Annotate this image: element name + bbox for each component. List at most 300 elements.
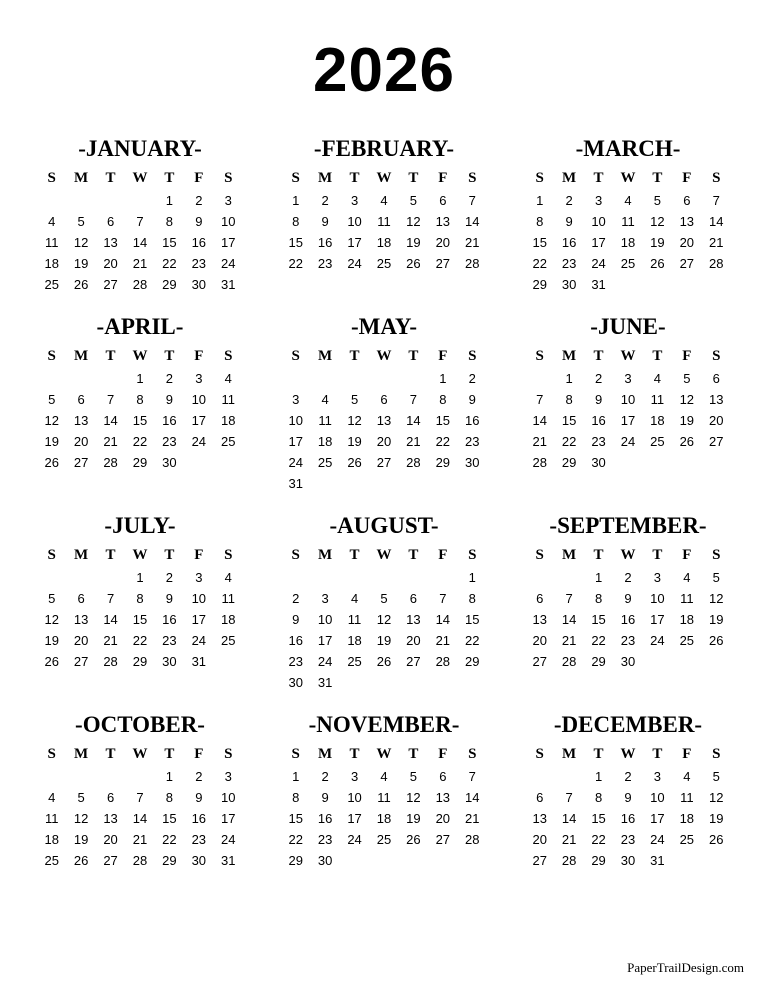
day-cell[interactable]: 30 xyxy=(191,277,207,293)
day-cell[interactable]: 11 xyxy=(650,392,665,408)
day-cell[interactable]: 18 xyxy=(376,811,392,827)
day-cell[interactable]: 27 xyxy=(532,853,547,869)
day-cell[interactable]: 28 xyxy=(465,832,480,848)
day-cell[interactable]: 30 xyxy=(288,675,303,691)
day-cell[interactable]: 15 xyxy=(561,413,577,429)
day-cell[interactable]: 25 xyxy=(44,277,59,293)
day-cell[interactable]: 17 xyxy=(221,811,236,827)
day-cell[interactable]: 31 xyxy=(191,654,207,670)
day-cell[interactable]: 23 xyxy=(191,256,207,272)
day-cell[interactable]: 30 xyxy=(561,277,577,293)
day-cell[interactable]: 16 xyxy=(561,235,577,251)
day-cell[interactable]: 24 xyxy=(591,256,606,272)
day-cell[interactable]: 7 xyxy=(712,193,720,209)
day-cell[interactable]: 6 xyxy=(106,214,115,230)
day-cell[interactable]: 11 xyxy=(621,214,635,230)
day-cell[interactable]: 13 xyxy=(103,811,118,827)
day-cell[interactable]: 24 xyxy=(288,455,303,471)
day-cell[interactable]: 24 xyxy=(347,832,362,848)
day-cell[interactable]: 30 xyxy=(162,455,177,471)
day-cell[interactable]: 13 xyxy=(406,612,421,628)
day-cell[interactable]: 14 xyxy=(465,790,480,806)
day-cell[interactable]: 17 xyxy=(191,612,207,628)
day-cell[interactable]: 2 xyxy=(165,570,174,586)
day-cell[interactable]: 10 xyxy=(317,612,333,628)
day-cell[interactable]: 25 xyxy=(376,832,392,848)
day-cell[interactable]: 3 xyxy=(224,769,232,785)
day-cell[interactable]: 16 xyxy=(317,811,333,827)
day-cell[interactable]: 21 xyxy=(103,633,118,649)
day-cell[interactable]: 15 xyxy=(532,235,547,251)
day-cell[interactable]: 5 xyxy=(77,214,85,230)
day-cell[interactable]: 3 xyxy=(350,769,359,785)
day-cell[interactable]: 6 xyxy=(439,769,447,785)
day-cell[interactable]: 21 xyxy=(406,434,421,450)
day-cell[interactable]: 14 xyxy=(532,413,547,429)
day-cell[interactable]: 8 xyxy=(136,392,144,408)
day-cell[interactable]: 1 xyxy=(536,193,544,209)
day-cell[interactable]: 22 xyxy=(591,633,606,649)
day-cell[interactable]: 23 xyxy=(620,633,636,649)
day-cell[interactable]: 31 xyxy=(221,277,236,293)
day-cell[interactable]: 19 xyxy=(73,832,89,848)
day-cell[interactable]: 31 xyxy=(650,853,665,869)
day-cell[interactable]: 25 xyxy=(679,832,695,848)
day-cell[interactable]: 12 xyxy=(406,790,421,806)
day-cell[interactable]: 27 xyxy=(709,434,724,450)
day-cell[interactable]: 12 xyxy=(709,591,724,607)
day-cell[interactable]: 15 xyxy=(591,612,606,628)
day-cell[interactable]: 14 xyxy=(132,811,148,827)
day-cell[interactable]: 18 xyxy=(221,612,236,628)
day-cell[interactable]: 3 xyxy=(292,392,300,408)
day-cell[interactable]: 10 xyxy=(191,392,207,408)
day-cell[interactable]: 22 xyxy=(435,434,451,450)
day-cell[interactable]: 7 xyxy=(106,392,115,408)
day-cell[interactable]: 5 xyxy=(48,591,56,607)
day-cell[interactable]: 15 xyxy=(132,612,148,628)
day-cell[interactable]: 10 xyxy=(650,790,665,806)
day-cell[interactable]: 5 xyxy=(409,193,418,209)
day-cell[interactable]: 15 xyxy=(465,612,480,628)
day-cell[interactable]: 28 xyxy=(132,277,148,293)
day-cell[interactable]: 20 xyxy=(435,235,451,251)
day-cell[interactable]: 19 xyxy=(44,633,59,649)
day-cell[interactable]: 7 xyxy=(409,392,418,408)
day-cell[interactable]: 22 xyxy=(288,832,303,848)
day-cell[interactable]: 14 xyxy=(435,612,451,628)
day-cell[interactable]: 25 xyxy=(347,654,362,670)
day-cell[interactable]: 21 xyxy=(103,434,118,450)
day-cell[interactable]: 5 xyxy=(380,591,388,607)
day-cell[interactable]: 21 xyxy=(532,434,547,450)
day-cell[interactable]: 10 xyxy=(347,790,362,806)
day-cell[interactable]: 14 xyxy=(103,612,118,628)
day-cell[interactable]: 20 xyxy=(679,235,695,251)
day-cell[interactable]: 21 xyxy=(465,811,480,827)
day-cell[interactable]: 6 xyxy=(683,193,691,209)
day-cell[interactable]: 17 xyxy=(191,413,207,429)
day-cell[interactable]: 26 xyxy=(73,853,89,869)
day-cell[interactable]: 20 xyxy=(406,633,421,649)
day-cell[interactable]: 17 xyxy=(347,235,362,251)
day-cell[interactable]: 30 xyxy=(191,853,207,869)
day-cell[interactable]: 27 xyxy=(73,455,89,471)
day-cell[interactable]: 8 xyxy=(292,214,300,230)
day-cell[interactable]: 31 xyxy=(221,853,236,869)
day-cell[interactable]: 29 xyxy=(591,853,606,869)
day-cell[interactable]: 12 xyxy=(679,392,695,408)
day-cell[interactable]: 17 xyxy=(650,612,665,628)
day-cell[interactable]: 5 xyxy=(409,769,418,785)
day-cell[interactable]: 28 xyxy=(103,654,118,670)
day-cell[interactable]: 22 xyxy=(162,256,177,272)
day-cell[interactable]: 29 xyxy=(435,455,451,471)
day-cell[interactable]: 7 xyxy=(136,214,144,230)
day-cell[interactable]: 17 xyxy=(288,434,303,450)
day-cell[interactable]: 10 xyxy=(221,214,236,230)
day-cell[interactable]: 19 xyxy=(406,811,421,827)
day-cell[interactable]: 26 xyxy=(709,633,724,649)
day-cell[interactable]: 1 xyxy=(439,371,447,387)
day-cell[interactable]: 28 xyxy=(132,853,148,869)
day-cell[interactable]: 24 xyxy=(221,832,236,848)
day-cell[interactable]: 15 xyxy=(132,413,148,429)
day-cell[interactable]: 23 xyxy=(288,654,303,670)
day-cell[interactable]: 13 xyxy=(376,413,392,429)
day-cell[interactable]: 20 xyxy=(73,434,89,450)
day-cell[interactable]: 27 xyxy=(376,455,392,471)
day-cell[interactable]: 16 xyxy=(591,413,606,429)
day-cell[interactable]: 28 xyxy=(532,455,547,471)
day-cell[interactable]: 24 xyxy=(650,633,665,649)
day-cell[interactable]: 29 xyxy=(532,277,547,293)
day-cell[interactable]: 2 xyxy=(195,193,203,209)
day-cell[interactable]: 1 xyxy=(165,769,174,785)
day-cell[interactable]: 16 xyxy=(288,633,303,649)
day-cell[interactable]: 28 xyxy=(465,256,480,272)
day-cell[interactable]: 12 xyxy=(650,214,665,230)
day-cell[interactable]: 13 xyxy=(709,392,724,408)
day-cell[interactable]: 20 xyxy=(103,832,118,848)
day-cell[interactable]: 7 xyxy=(468,769,476,785)
day-cell[interactable]: 2 xyxy=(565,193,573,209)
day-cell[interactable]: 22 xyxy=(288,256,303,272)
day-cell[interactable]: 17 xyxy=(620,413,636,429)
day-cell[interactable]: 18 xyxy=(317,434,333,450)
day-cell[interactable]: 11 xyxy=(318,413,332,429)
day-cell[interactable]: 31 xyxy=(591,277,606,293)
day-cell[interactable]: 3 xyxy=(624,371,632,387)
day-cell[interactable]: 5 xyxy=(712,769,720,785)
day-cell[interactable]: 18 xyxy=(44,832,59,848)
day-cell[interactable]: 12 xyxy=(73,811,89,827)
day-cell[interactable]: 26 xyxy=(709,832,724,848)
day-cell[interactable]: 25 xyxy=(620,256,636,272)
day-cell[interactable]: 24 xyxy=(317,654,333,670)
day-cell[interactable]: 21 xyxy=(561,633,577,649)
day-cell[interactable]: 7 xyxy=(106,591,115,607)
day-cell[interactable]: 2 xyxy=(624,570,632,586)
day-cell[interactable]: 7 xyxy=(536,392,544,408)
day-cell[interactable]: 24 xyxy=(221,256,236,272)
day-cell[interactable]: 22 xyxy=(532,256,547,272)
day-cell[interactable]: 23 xyxy=(465,434,480,450)
day-cell[interactable]: 2 xyxy=(321,193,329,209)
day-cell[interactable]: 13 xyxy=(532,612,547,628)
day-cell[interactable]: 8 xyxy=(468,591,476,607)
day-cell[interactable]: 26 xyxy=(650,256,665,272)
day-cell[interactable]: 2 xyxy=(321,769,329,785)
day-cell[interactable]: 5 xyxy=(350,392,359,408)
day-cell[interactable]: 7 xyxy=(565,790,573,806)
day-cell[interactable]: 2 xyxy=(292,591,300,607)
day-cell[interactable]: 25 xyxy=(317,455,333,471)
day-cell[interactable]: 27 xyxy=(406,654,421,670)
day-cell[interactable]: 17 xyxy=(591,235,606,251)
day-cell[interactable]: 19 xyxy=(709,811,724,827)
day-cell[interactable]: 14 xyxy=(103,413,118,429)
day-cell[interactable]: 22 xyxy=(132,633,148,649)
day-cell[interactable]: 28 xyxy=(406,455,421,471)
day-cell[interactable]: 3 xyxy=(594,193,603,209)
day-cell[interactable]: 9 xyxy=(624,790,632,806)
day-cell[interactable]: 20 xyxy=(532,633,547,649)
day-cell[interactable]: 31 xyxy=(288,476,303,492)
day-cell[interactable]: 23 xyxy=(317,832,333,848)
day-cell[interactable]: 26 xyxy=(679,434,695,450)
day-cell[interactable]: 9 xyxy=(165,392,174,408)
day-cell[interactable]: 4 xyxy=(224,371,232,387)
day-cell[interactable]: 6 xyxy=(380,392,388,408)
day-cell[interactable]: 18 xyxy=(44,256,59,272)
day-cell[interactable]: 6 xyxy=(77,591,85,607)
day-cell[interactable]: 2 xyxy=(165,371,174,387)
day-cell[interactable]: 21 xyxy=(132,832,148,848)
day-cell[interactable]: 23 xyxy=(317,256,333,272)
day-cell[interactable]: 4 xyxy=(48,214,56,230)
day-cell[interactable]: 26 xyxy=(406,832,421,848)
day-cell[interactable]: 18 xyxy=(221,413,236,429)
day-cell[interactable]: 18 xyxy=(679,612,695,628)
day-cell[interactable]: 1 xyxy=(292,193,300,209)
day-cell[interactable]: 26 xyxy=(376,654,392,670)
day-cell[interactable]: 3 xyxy=(195,371,203,387)
day-cell[interactable]: 23 xyxy=(162,633,177,649)
day-cell[interactable]: 3 xyxy=(350,193,359,209)
day-cell[interactable]: 20 xyxy=(103,256,118,272)
day-cell[interactable]: 21 xyxy=(465,235,480,251)
day-cell[interactable]: 15 xyxy=(435,413,451,429)
day-cell[interactable]: 25 xyxy=(221,434,236,450)
day-cell[interactable]: 30 xyxy=(620,654,636,670)
day-cell[interactable]: 11 xyxy=(44,811,59,827)
day-cell[interactable]: 30 xyxy=(162,654,177,670)
day-cell[interactable]: 10 xyxy=(591,214,606,230)
day-cell[interactable]: 3 xyxy=(653,769,662,785)
day-cell[interactable]: 22 xyxy=(162,832,177,848)
day-cell[interactable]: 13 xyxy=(103,235,118,251)
day-cell[interactable]: 19 xyxy=(44,434,59,450)
day-cell[interactable]: 21 xyxy=(709,235,724,251)
day-cell[interactable]: 15 xyxy=(591,811,606,827)
day-cell[interactable]: 13 xyxy=(532,811,547,827)
day-cell[interactable]: 16 xyxy=(620,811,636,827)
day-cell[interactable]: 6 xyxy=(712,371,720,387)
day-cell[interactable]: 10 xyxy=(347,214,362,230)
day-cell[interactable]: 16 xyxy=(162,612,177,628)
day-cell[interactable]: 6 xyxy=(536,790,544,806)
day-cell[interactable]: 29 xyxy=(162,853,177,869)
day-cell[interactable]: 27 xyxy=(532,654,547,670)
day-cell[interactable]: 5 xyxy=(77,790,85,806)
day-cell[interactable]: 17 xyxy=(317,633,333,649)
day-cell[interactable]: 9 xyxy=(292,612,300,628)
day-cell[interactable]: 17 xyxy=(347,811,362,827)
day-cell[interactable]: 10 xyxy=(620,392,636,408)
day-cell[interactable]: 25 xyxy=(679,633,695,649)
day-cell[interactable]: 23 xyxy=(162,434,177,450)
day-cell[interactable]: 13 xyxy=(73,612,89,628)
day-cell[interactable]: 29 xyxy=(465,654,480,670)
day-cell[interactable]: 24 xyxy=(620,434,636,450)
day-cell[interactable]: 13 xyxy=(679,214,695,230)
day-cell[interactable]: 30 xyxy=(465,455,480,471)
day-cell[interactable]: 10 xyxy=(191,591,207,607)
day-cell[interactable]: 7 xyxy=(136,790,144,806)
day-cell[interactable]: 26 xyxy=(406,256,421,272)
day-cell[interactable]: 20 xyxy=(73,633,89,649)
day-cell[interactable]: 19 xyxy=(650,235,665,251)
day-cell[interactable]: 22 xyxy=(465,633,480,649)
day-cell[interactable]: 4 xyxy=(380,193,388,209)
day-cell[interactable]: 8 xyxy=(594,790,603,806)
day-cell[interactable]: 9 xyxy=(468,392,476,408)
day-cell[interactable]: 14 xyxy=(406,413,421,429)
day-cell[interactable]: 18 xyxy=(650,413,665,429)
day-cell[interactable]: 29 xyxy=(132,654,148,670)
day-cell[interactable]: 4 xyxy=(350,591,359,607)
day-cell[interactable]: 2 xyxy=(624,769,632,785)
day-cell[interactable]: 28 xyxy=(435,654,451,670)
day-cell[interactable]: 18 xyxy=(620,235,636,251)
day-cell[interactable]: 9 xyxy=(594,392,603,408)
day-cell[interactable]: 16 xyxy=(465,413,480,429)
day-cell[interactable]: 20 xyxy=(435,811,451,827)
day-cell[interactable]: 12 xyxy=(44,612,59,628)
day-cell[interactable]: 6 xyxy=(106,790,115,806)
day-cell[interactable]: 21 xyxy=(561,832,577,848)
day-cell[interactable]: 19 xyxy=(709,612,724,628)
day-cell[interactable]: 11 xyxy=(221,392,236,408)
day-cell[interactable]: 13 xyxy=(435,790,451,806)
day-cell[interactable]: 28 xyxy=(709,256,724,272)
day-cell[interactable]: 11 xyxy=(377,790,391,806)
day-cell[interactable]: 25 xyxy=(221,633,236,649)
day-cell[interactable]: 15 xyxy=(162,811,177,827)
day-cell[interactable]: 12 xyxy=(406,214,421,230)
day-cell[interactable]: 14 xyxy=(561,811,577,827)
day-cell[interactable]: 1 xyxy=(136,371,144,387)
day-cell[interactable]: 29 xyxy=(132,455,148,471)
day-cell[interactable]: 27 xyxy=(679,256,695,272)
day-cell[interactable]: 4 xyxy=(321,392,329,408)
day-cell[interactable]: 1 xyxy=(594,769,603,785)
day-cell[interactable]: 9 xyxy=(165,591,174,607)
day-cell[interactable]: 8 xyxy=(292,790,300,806)
day-cell[interactable]: 27 xyxy=(103,277,118,293)
day-cell[interactable]: 20 xyxy=(532,832,547,848)
day-cell[interactable]: 28 xyxy=(561,853,577,869)
day-cell[interactable]: 2 xyxy=(594,371,603,387)
day-cell[interactable]: 10 xyxy=(288,413,303,429)
day-cell[interactable]: 9 xyxy=(624,591,632,607)
day-cell[interactable]: 23 xyxy=(191,832,207,848)
day-cell[interactable]: 19 xyxy=(376,633,392,649)
day-cell[interactable]: 16 xyxy=(191,811,207,827)
day-cell[interactable]: 15 xyxy=(288,811,303,827)
day-cell[interactable]: 25 xyxy=(44,853,59,869)
day-cell[interactable]: 15 xyxy=(288,235,303,251)
day-cell[interactable]: 2 xyxy=(468,371,476,387)
day-cell[interactable]: 1 xyxy=(565,371,573,387)
day-cell[interactable]: 5 xyxy=(683,371,691,387)
day-cell[interactable]: 7 xyxy=(439,591,447,607)
day-cell[interactable]: 23 xyxy=(561,256,577,272)
day-cell[interactable]: 4 xyxy=(653,371,662,387)
day-cell[interactable]: 27 xyxy=(435,256,451,272)
day-cell[interactable]: 5 xyxy=(48,392,56,408)
day-cell[interactable]: 16 xyxy=(162,413,177,429)
day-cell[interactable]: 4 xyxy=(683,769,691,785)
day-cell[interactable]: 11 xyxy=(221,591,236,607)
day-cell[interactable]: 3 xyxy=(653,570,662,586)
day-cell[interactable]: 11 xyxy=(377,214,391,230)
day-cell[interactable]: 3 xyxy=(224,193,232,209)
day-cell[interactable]: 22 xyxy=(132,434,148,450)
day-cell[interactable]: 28 xyxy=(561,654,577,670)
day-cell[interactable]: 10 xyxy=(221,790,236,806)
day-cell[interactable]: 9 xyxy=(565,214,573,230)
day-cell[interactable]: 11 xyxy=(680,790,694,806)
day-cell[interactable]: 14 xyxy=(561,612,577,628)
day-cell[interactable]: 1 xyxy=(292,769,300,785)
day-cell[interactable]: 26 xyxy=(44,455,59,471)
day-cell[interactable]: 27 xyxy=(73,654,89,670)
day-cell[interactable]: 21 xyxy=(132,256,148,272)
day-cell[interactable]: 9 xyxy=(195,214,203,230)
day-cell[interactable]: 18 xyxy=(376,235,392,251)
day-cell[interactable]: 14 xyxy=(709,214,724,230)
day-cell[interactable]: 28 xyxy=(103,455,118,471)
day-cell[interactable]: 24 xyxy=(347,256,362,272)
day-cell[interactable]: 4 xyxy=(48,790,56,806)
day-cell[interactable]: 1 xyxy=(136,570,144,586)
day-cell[interactable]: 31 xyxy=(317,675,333,691)
day-cell[interactable]: 21 xyxy=(435,633,451,649)
day-cell[interactable]: 29 xyxy=(288,853,303,869)
day-cell[interactable]: 8 xyxy=(536,214,544,230)
day-cell[interactable]: 11 xyxy=(347,612,362,628)
day-cell[interactable]: 4 xyxy=(683,570,691,586)
day-cell[interactable]: 9 xyxy=(195,790,203,806)
day-cell[interactable]: 30 xyxy=(591,455,606,471)
day-cell[interactable]: 12 xyxy=(376,612,392,628)
day-cell[interactable]: 19 xyxy=(679,413,695,429)
day-cell[interactable]: 11 xyxy=(44,235,59,251)
day-cell[interactable]: 5 xyxy=(653,193,662,209)
day-cell[interactable]: 8 xyxy=(136,591,144,607)
